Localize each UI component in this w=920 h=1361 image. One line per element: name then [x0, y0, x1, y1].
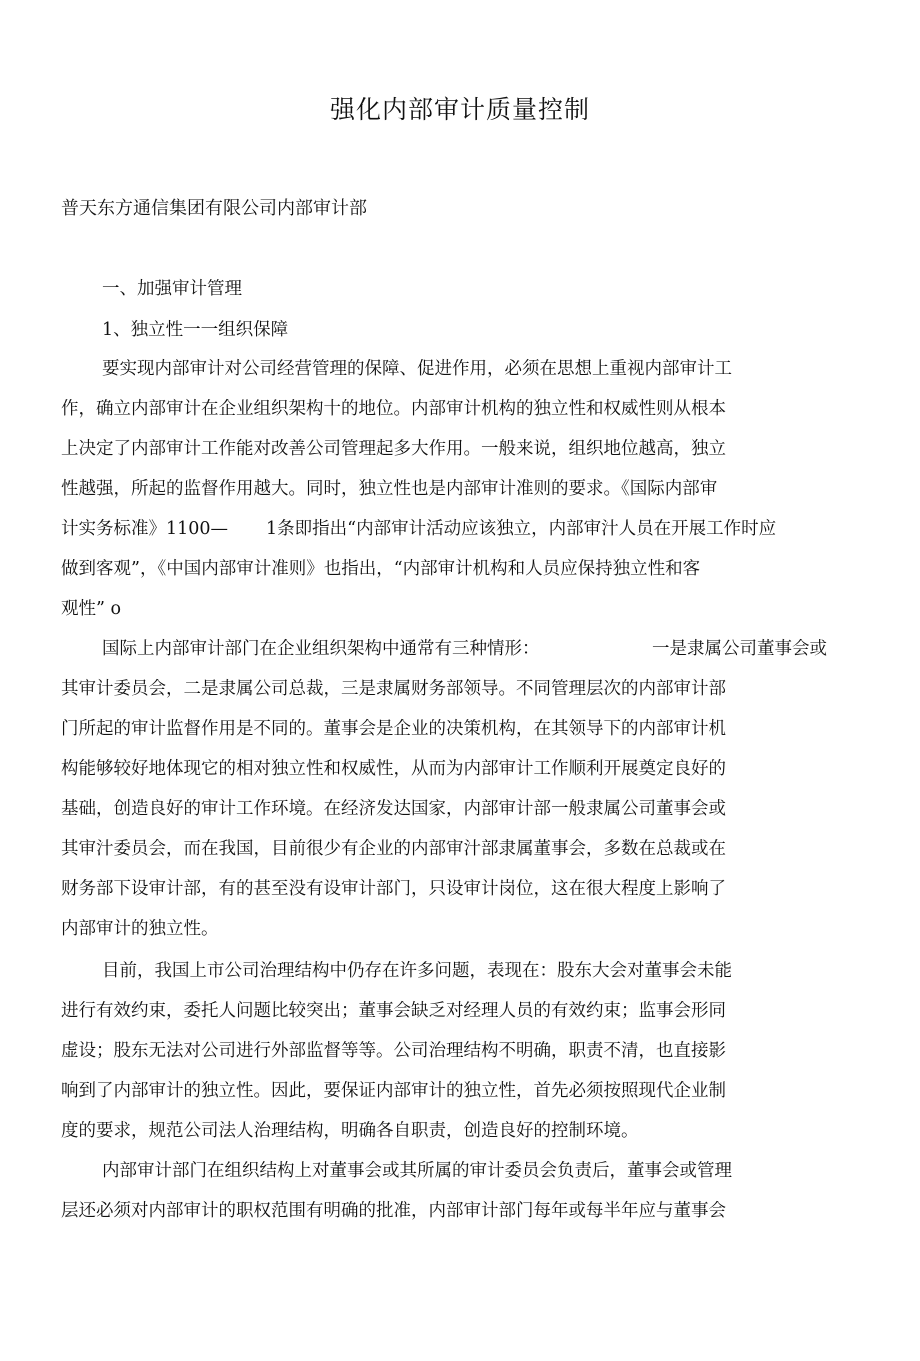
paragraph-line: 构能够较好地体现它的相对独立性和权威性，从而为内部审计工作顺利开展奠定良好的	[61, 759, 726, 779]
paragraph-line: 虚设；股东无法对公司进行外部监督等等。公司治理结构不明确，职责不清，也直接影	[61, 1041, 726, 1061]
document-title: 强化内部审计质量控制	[329, 95, 590, 124]
paragraph-line: 内部审计的独立性。	[61, 919, 219, 939]
paragraph-line: 一是隶属公司董事会或	[652, 639, 827, 659]
paragraph-line: 观性” o	[61, 599, 122, 619]
paragraph-line: 做到客观”，《中国内部审计准则》也指出，“内部审计机构和人员应保持独立性和客	[61, 559, 701, 579]
subsection-heading: 1、独立性一一组织保障	[102, 320, 289, 340]
paragraph-line: 层还必须对内部审计的职权范围有明确的批准，内部审计部门每年或每半年应与董事会	[61, 1201, 726, 1221]
paragraph-line: 基础，创造良好的审计工作环境。在经济发达国家，内部审计部一般隶属公司董事会或	[61, 799, 726, 819]
paragraph-line: 其审汁委员会，而在我国，目前很少有企业的内部审汁部隶属董事会，多数在总裁或在	[61, 839, 726, 859]
paragraph-line: 1条即指出“内部审计活动应该独立，内部审汁人员在开展工作时应	[266, 519, 777, 539]
paragraph-line: 财务部下设审计部，有的甚至没有设审计部门，只设审计岗位，这在很大程度上影响了	[61, 879, 726, 899]
paragraph-line: 度的要求，规范公司法人治理结构，明确各自职责，创造良好的控制环境。	[61, 1121, 639, 1141]
paragraph-line: 要实现内部审计对公司经营管理的保障、促进作用，必须在思想上重视内部审计工	[102, 359, 732, 379]
paragraph-line: 计实务标准》1100—	[61, 519, 229, 539]
paragraph-line: 门所起的审计监督作用是不同的。董事会是企业的决策机构，在其领导下的内部审计机	[61, 719, 726, 739]
paragraph-line: 响到了内部审计的独立性。因此，要保证内部审计的独立性，首先必须按照现代企业制	[61, 1081, 726, 1101]
paragraph-line: 目前，我国上市公司治理结构中仍存在许多问题，表现在：股东大会对董事会未能	[102, 961, 732, 981]
paragraph-line: 国际上内部审计部门在企业组织架构中通常有三种情形：	[102, 639, 540, 659]
paragraph-line: 性越强，所起的监督作用越大。同时，独立性也是内部审计准则的要求。《国际内部审	[61, 479, 718, 499]
paragraph-line: 内部审计部门在组织结构上对董事会或其所属的审计委员会负责后，董事会或管理	[102, 1161, 732, 1181]
organization-name: 普天东方通信集团有限公司内部审计部	[61, 198, 367, 219]
section-heading: 一、加强审计管理	[102, 279, 242, 299]
paragraph-line: 作，确立内部审计在企业组织架构十的地位。内部审计机构的独立性和权威性则从根本	[61, 399, 726, 419]
paragraph-line: 进行有效约束，委托人问题比较突出；董事会缺乏对经理人员的有效约束；监事会形同	[61, 1001, 726, 1021]
paragraph-line: 其审计委员会，二是隶属公司总裁，三是隶属财务部领导。不同管理层次的内部审计部	[61, 679, 726, 699]
paragraph-line: 上决定了内部审计工作能对改善公司管理起多大作用。一般来说，组织地位越高，独立	[61, 439, 726, 459]
